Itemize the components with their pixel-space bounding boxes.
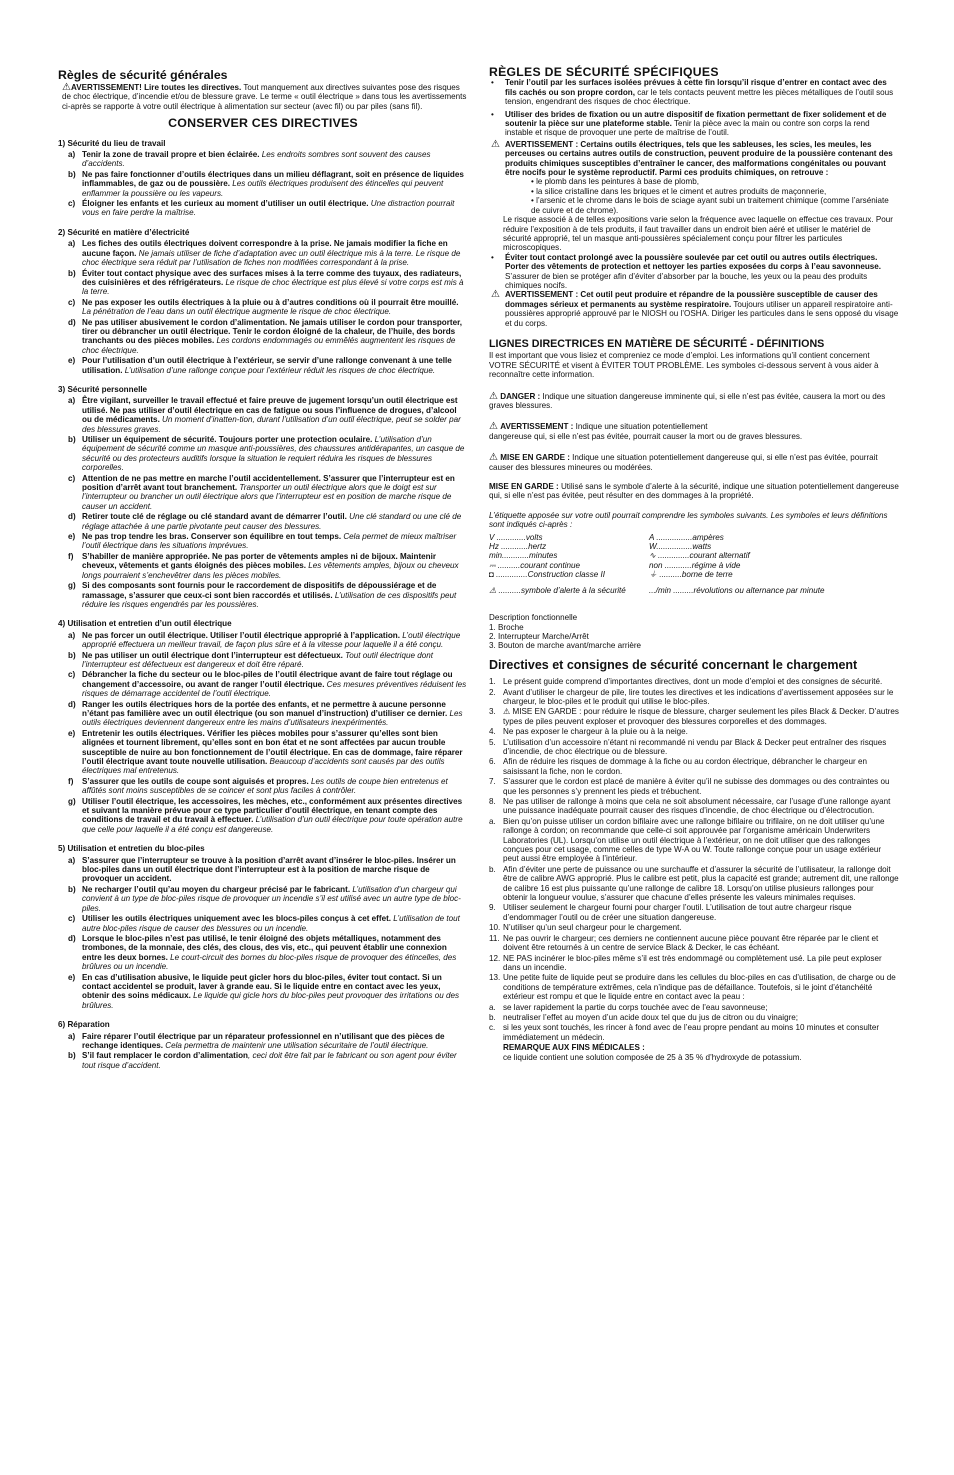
rule-section [58,385,468,609]
respiratory-warning-text: Toujours utiliser un appareil respiratoire anti-poussières approprié approuvé par le NIOSH ou l’OSHA. Diriger les particules dans le sens opposé du visage et du corps. [505,299,899,328]
rule-item [58,170,468,198]
symbols-table [489,533,889,595]
rule-item-bold: Ranger les outils électriques hors de la portée des enfants, et ne permettre à aucune personne n’étant pas familière avec un outil électrique (ou son manuel d’instruction) d’utiliser ce dernier. [82,699,448,718]
charging-item [489,727,899,736]
symbol-definition: W................watts [649,542,712,552]
symbol-definition: Hz ............hertz [489,542,547,552]
rule-item-italic: Les outils de coupe bien entretenus et affûtés sont moins susceptibles de se coincer et sont plus faciles à contrôler. [82,776,448,796]
rule-item-bold: S’habiller de manière appropriée. Ne pas porter de vêtements amples ni de bijoux. Maintenir cheveux, vêtements et gants éloignés des pièces mobiles. [82,551,436,571]
rule-item [58,298,468,317]
rule-item [58,581,468,609]
rule-item-italic: L’utilisation d’un chargeur qui convient à un type de bloc-piles risque de provoquer un incendie s’il est utilisé avec un autre type de bloc-piles. [82,884,461,913]
symbol-definition: ◘ ..............Construction classe II [489,570,605,580]
bullet-bold: Tenir l’outil par les surfaces isolées prévues à cette fin lorsqu’il risque d’entrer en contact avec des fils cachés ou son propre cordon, [505,78,887,97]
charging-item [489,934,899,953]
rule-item-italic: Un moment d’inatten-tion, durant l’utilisation d’un outil électrique, peut se solder par des blessures graves. [82,415,461,434]
rule-item-bold: Les fiches des outils électriques doivent correspondre à la prise. Ne jamais modifier la fiche en aucune façon. [82,239,448,258]
symbol-definition: .../min .........révolutions ou alternance par minute [649,585,825,595]
medical-note [489,1043,899,1062]
rule-section-title: 5) Utilisation et entretien du bloc-piles [58,844,205,854]
rule-section-title: 3) Sécurité personnelle [58,384,148,394]
avertissement-text: Indique une situation potentiellement [573,422,708,432]
rule-item-bold: Ne pas faire fonctionner d’outils électriques dans un milieu déflagrant, soit en présence de liquides inflammables, de gaz ou de poussière. [82,169,464,189]
rule-item-letter: c) [68,914,76,924]
rule-item-letter: a) [68,855,76,865]
bullet-bold: Éviter tout contact prolongé avec la poussière soulevée par cet outil ou autres outils électriques. Porter des vêtements de protection et nettoyer les parties exposées du corps à l’eau savonneuse. [505,252,882,272]
symbol-definition: min............minutes [489,551,558,561]
rule-item-letter: e) [68,728,76,738]
rule-item-letter: e) [68,532,76,542]
rule-item-italic: La pénétration de l’eau dans un outil électrique augmente le risque de choc électrique. [82,307,392,317]
charging-item-text: Ne pas utiliser de rallonge à moins que cela ne soit absolument nécessaire, car l’usage d’une rallonge ayant une puissance inadéquate pourrait causer des risques d’incendie, de choc électrique ou d’électrocution. [503,797,891,816]
charging-item-text: Ne pas ouvrir le chargeur; ces derniers ne contiennent aucune pièce pouvant être réparée par le client et doivent être retournés à un centre de service Black & Decker, le cas échéant. [503,933,879,953]
charging-item-number: 10. [489,923,501,933]
charging-item-number: 7. [489,777,496,787]
charging-item-number: 2. [489,687,496,697]
charging-item-number: 8. [489,797,496,806]
charging-item [489,777,899,796]
rule-item-letter: d) [68,317,76,327]
rule-item-letter: c) [68,473,76,483]
danger-definition [489,392,899,411]
symbol-row [489,533,889,542]
rule-item [58,356,468,375]
warning-triangle-icon: ⚠ [62,82,71,93]
rule-item-letter: g) [68,581,76,591]
symbol-definition: ⎓ ..........courant continue [489,560,581,570]
charging-item [489,757,899,776]
rule-item-italic: , ceci doit être fait par le fabricant ou son agent pour éviter tout risque d’accident. [82,1051,457,1070]
charging-item-text: Une petite fuite de liquide peut se produire dans les cellules du bloc-piles en cas d’utilisation, de charge ou de conditions de température extrêmes, cela n’indique pas de défaillance. Toutefois, si le joint d’étanchéité extérieur est rompu et que le liquide entre en contact avec la peau : [503,973,896,1002]
bullet-bold: Utiliser des brides de fixation ou un autre dispositif de fixation permettant de fixer solidement et de soutenir la pièce sur une plateforme stable. [505,109,887,129]
specific-bullet: • Utiliser des brides de fixation ou un autre dispositif de fixation permettant de fixer solidement et de soutenir la pièce sur une plateforme stable. Tenir la pièce avec la main ou contre son corps la rend instable et risque de provoquer une perte de maîtrise de l’outil. [491,109,887,138]
rule-item [58,700,468,728]
rule-item-letter: b) [68,650,76,660]
rule-item-bold: S’assurer que l’interrupteur se trouve à la position d’arrêt avant d’insérer le bloc-piles. Insérer un bloc-piles dans un outil électrique dont l’interrupteur est à la position de marche risque de provoquer un accident. [82,855,456,884]
rule-section [58,844,468,1010]
mise-en-garde-text: Utilisé sans le symbole d’alerte à la sécurité, indique une situation potentiellement dangereuse qui, si elle n’est pas évitée, peut résulter en des dommages à la propriété. [489,482,899,501]
rule-section-title: 6) Réparation [58,1020,110,1030]
rule-item-italic: Une distraction pourrait vous en faire perdre la maîtrise. [82,199,455,218]
charging-item-number: 4. [489,727,496,737]
rule-item-letter: b) [68,884,76,894]
rule-item-bold: Être vigilant, surveiller le travail effectué et faire preuve de jugement lorsqu’un outil électrique est utilisé. Ne pas utiliser d’outil électrique en cas de fatigue ou sous l’influence de drogues, d’alcool ou de médicaments. [82,396,458,425]
charging-item-text: Bien qu’on puisse utiliser un cordon bifilaire avec une rallonge bifilaire ou trifilaire, on ne doit utiliser qu’une rallonge à cordon; on recommande que celle-ci soit approuvée par l’organisme américain Underwriters Laboratories (UL). Lorsqu’on utilise un outil électrique à l’extérieur, on ne doit utiliser que des rallonges conçues pour cet usage, comme celles de type W-A ou W. Toute rallonge conçue pour un usage extérieur peut aussi être employée à l’intérieur. [503,816,885,864]
rule-item-bold: Ne pas trop tendre les bras. Conserver son équilibre en tout temps. [82,532,342,542]
description-title: Description fonctionnelle [489,613,578,623]
rule-item-bold: Ne pas forcer un outil électrique. Utiliser l’outil électrique approprié à l’application. [82,630,400,640]
rule-item-italic: Tout outil électrique dont l’interrupteur est défectueux est dangereux et doit être réparé. [82,650,433,669]
warning-triangle-icon: ⚠ [489,452,498,464]
symbol-definition: non ............régime à vide [649,560,741,570]
warning-text: Tout manquement aux directives suivantes pose des risques de choc électrique, d’incendie et/ou de blessure grave. Le terme « outil électrique » dans tous les avertissements ci-après se rapporte à votre outil électrique à alimentation sur secteur (avec fil) ou par piles (sans fil). [62,83,467,111]
rule-item-bold: Retirer toute clé de réglage ou clé standard avant de démarrer l’outil. [82,512,347,522]
specific-bullet: • Éviter tout contact prolongé avec la poussière soulevée par cet outil ou autres outils électriques. Porter des vêtements de protection et nettoyer les parties exposées du corps à l’eau savonneuse. S’assurer de bien se protéger afin d’éviter d’absorber par la bouche, les yeux ou la peau des produits chimiques nocifs. [491,252,882,290]
description-item: 2. Interrupteur Marche/Arrêt [489,631,589,641]
charging-title: Directives et consignes de sécurité concernant le chargement [489,657,858,672]
avertissement-label: AVERTISSEMENT : [500,422,574,432]
warning-triangle-icon: ⚠ [491,289,500,301]
charging-item [489,954,899,973]
rule-item-italic: Transporter un outil électrique alors que le doigt est sur l’interrupteur ou brancher un outil électrique alors que l’interrupteur est en position de marche risque de causer un accident. [82,483,452,511]
conserver-heading: CONSERVER CES DIRECTIVES [168,116,358,131]
rule-item-letter: a) [68,150,76,160]
general-rules-sections [58,139,468,1071]
right-column [489,65,899,1062]
rule-item [58,885,468,913]
rule-item-bold: En cas d’utilisation abusive, le liquide peut gicler hors du bloc-piles, éviter tout contact. Si un contact accidentel se produit, laver à grande eau. Si le liquide entre en contact avec les yeux, obtenir des soins médicaux. [82,972,442,1001]
rule-item-letter: g) [68,796,76,806]
charging-item-number: c. [489,1023,496,1033]
rule-item-bold: Ne pas utiliser abusivement le cordon d’alimentation. Ne jamais utiliser le cordon pour transporter, tirer ou débrancher un outil électrique. Tenir le cordon éloigné de la chaleur, de l’huile, des bords tranchants ou des pièces mobiles. [82,317,463,346]
rule-item-bold: Utiliser les outils électriques uniquement avec les blocs-piles conçus à cet effet. [82,914,392,924]
charging-item-text: neutraliser l’effet au moyen d’un acide doux tel que du jus de citron ou du vinaigre; [503,1012,799,1022]
symbol-definition: A ................ampères [649,532,724,542]
charging-item-number: 13. [489,973,501,983]
rule-item-italic: Ne jamais utiliser de fiche d’adaptation avec un outil électrique mis à la terre. Le risque de choc électrique sera réduit par l’utilisation de fiches non modifiées correspondant à la prise. [82,248,461,268]
rule-item-bold: Faire réparer l’outil électrique par un réparateur professionnel en n’utilisant que des pièces de rechange identiques. [82,1031,445,1050]
rule-item [58,150,468,169]
rule-item-letter: d) [68,512,76,522]
rule-item-bold: Tenir la zone de travail propre et bien éclairée. [82,150,260,160]
specific-bullet: • Tenir l’outil par les surfaces isolées prévues à cette fin lorsqu’il risque d’entrer en contact avec des fils cachés ou son propre cordon, car le tels contacts peuvent mettre les pièces métalliques de l’outil sous tension, engendrant des risques de choc électrique. [491,78,894,107]
rule-item-italic: Les outils électriques produisent des étincelles qui peuvent enflammer la poussière ou les vapeurs. [82,179,444,198]
rule-section-title: 4) Utilisation et entretien d’un outil électrique [58,619,232,629]
charging-item-text: S’assurer que le cordon est placé de manière à éviter qu’il ne subisse des dommages ou des contraintes ou que les personnes s’y prennent les pieds et trébuchent. [503,777,890,796]
rule-item-bold: Lorsque le bloc-piles n’est pas utilisé, le tenir éloigné des objets métalliques, notamment des trombones, de la monnaie, des clés, des clous, des vis, etc., qui peuvent établir une connexion entre les deux bornes. [82,933,447,962]
rule-item-bold: Ne recharger l’outil qu’au moyen du chargeur précisé par le fabricant. [82,884,351,894]
rule-item [58,914,468,933]
danger-text: Indique une situation dangereuse imminente qui, si elle n’est pas évitée, causera la mort ou des graves blessures. [489,391,886,410]
description-item: 3. Bouton de marche avant/marche arrière [489,641,642,651]
rule-section-title: 1) Sécurité du lieu de travail [58,138,166,148]
bullet-text: car le tels contacts peuvent mettre les pièces métalliques de l’outil sous tension, engendrant des risques de choc électrique. [505,87,894,107]
rule-item-italic: Beaucoup d’accidents sont causés par des outils électriques mal entretenus. [82,757,445,776]
charging-item [489,688,899,707]
rule-item [58,651,468,670]
rule-item-letter: e) [68,972,76,982]
rule-item-bold: Ne pas utiliser un outil électrique dont l’interrupteur est défectueux. [82,650,343,660]
rule-item-letter: a) [68,396,76,406]
charging-item [489,1003,899,1012]
rule-item-italic: Cela permet de mieux maîtriser l’outil électrique dans les situations imprévues. [82,532,457,551]
respiratory-warning-bold: AVERTISSEMENT : Cet outil peut produire et répandre de la poussière susceptible de causer des dommages sérieux et permanents au système respiratoire. [505,290,878,309]
dust-warning [489,140,899,178]
charging-item-text: Ne pas exposer le chargeur à la pluie ou à la neige. [503,727,688,737]
rule-item-letter: f) [68,551,74,561]
rule-item-italic: Une clé standard ou une clé de réglage attachée à une partie pivotante peut causer des blessures. [82,512,462,531]
rule-item-bold: Entretenir les outils électriques. Vérifier les pièces mobiles pour s’assurer qu’elles sont bien alignées et tournent librement, qu’elles sont en bon état et ne sont affectées par aucun trouble susceptible de nuire au bon fonctionnement de l’outil électrique. En cas de dommage, faire réparer l’outil électrique avant toute nouvelle utilisation. [82,728,463,766]
rule-item [58,269,468,297]
rule-item [58,552,468,580]
rule-item-italic: L’utilisation de tout autre bloc-piles risque de causer des blessures ou un incendie. [82,914,460,933]
rule-item-italic: L’outil électrique approprié effectuera un meilleur travail, de façon plus sûre et à la vitesse pour laquelle il a été conçu. [82,630,461,650]
rule-item-bold: S’assurer que les outils de coupe sont aiguisés et propres. [82,776,309,786]
specific-rules-title: RÈGLES DE SÉCURITÉ SPÉCIFIQUES [489,65,719,79]
charging-item-text: Afin de réduire les risques de dommage à la fiche ou au cordon électrique, débrancher le chargeur en saisissant la fiche, non le cordon. [503,757,867,776]
charging-item-text: Avant d’utiliser le chargeur de pile, lire toutes les directives et les indications d’avertissement apposées sur le chargeur, le bloc-piles et le produit qui utilise le bloc-piles. [503,687,894,706]
rule-item-bold: S’il faut remplacer le cordon d’alimentation [82,1051,248,1061]
mise-en-garde-label: MISE EN GARDE : [489,482,559,492]
rule-item [58,1051,468,1070]
rule-item [58,856,468,884]
rule-item-letter: d) [68,933,76,943]
definitions-title: LIGNES DIRECTRICES EN MATIÈRE DE SÉCURITÉ - DÉFINITIONS [489,337,825,350]
charging-item [489,923,899,932]
respiratory-warning [489,290,899,328]
rule-item [58,934,468,972]
symbol-definition: ∿ ..............courant alternatif [649,551,750,561]
avertissement-definition [489,422,899,441]
rule-section [58,139,468,218]
medical-note-label: REMARQUE AUX FINS MÉDICALES : [503,1043,645,1053]
warning-triangle-icon: ⚠ [491,138,500,150]
chemical-list-item: • le plomb dans les peintures à base de plomb, [531,177,699,187]
symbol-definition: V .............volts [489,532,543,542]
charging-item [489,903,899,922]
rule-item-letter: d) [68,699,76,709]
rule-item [58,512,468,531]
charging-item-number: 12. [489,953,501,963]
rule-section [58,619,468,834]
warning-label: AVERTISSEMENT! Lire toutes les directives. [70,83,242,92]
charging-item-number: b. [489,864,496,874]
charging-item-text: Afin d’éviter une perte de puissance ou une surchauffe et d’assurer la sécurité de l’utilisateur, la rallonge doit être de calibre AWG approprié. Plus le calibre est petit, plus la capacité est grande; autrement dit, une rallonge de calibre 16 est plus puissante qu’une rallonge de calibre 18. Lorsqu’on utilise plusieurs rallonges pour obtenir la longueur voulue, s’assurer que chacune d’elles présente les valeurs minimales requises. [503,864,899,903]
bullet-text: Tenir la pièce avec la main ou contre son corps la rend instable et risque de provoquer une perte de maîtrise de l’outil. [505,119,870,138]
charging-item [489,865,899,903]
charging-item-number: a. [489,816,496,826]
medical-note-text: ce liquide contient une solution composée de 25 à 35 % d’hydroxyde de potassium. [503,1052,802,1062]
rule-item-bold: Utiliser un équipement de sécurité. Toujours porter une protection oculaire. [82,435,373,444]
rule-item-bold: Attention de ne pas mettre en marche l’outil accidentellement. S’assurer que l’interrupteur est en position d’arrêt avant tout branchement. [82,473,455,493]
charging-item-text: N’utiliser qu’un seul chargeur pour le chargement. [503,923,682,933]
rule-item-letter: b) [68,169,76,179]
symbol-row [489,561,889,570]
rule-item-letter: c) [68,199,76,209]
rule-item-italic: Les cordons endommagés ou emmêlés augmentent les risques de choc électrique. [82,336,456,355]
rule-item [58,973,468,1011]
rule-item-bold: Débrancher la fiche du secteur ou le bloc-piles de l’outil électrique avant de faire tout réglage ou changement d’accessoire, ou avant de ranger l’outil électrique. [82,670,453,689]
symbol-row [489,570,889,579]
charging-item [489,677,899,686]
description-item: 1. Broche [489,622,524,632]
rule-item [58,532,468,551]
charging-list [489,677,899,1042]
charging-item-number: 11. [489,933,500,943]
rule-item-letter: b) [68,1051,76,1061]
rule-item-italic: Cela permettra de maintenir une utilisation sécuritaire de l’outil électrique. [162,1040,429,1050]
rule-item [58,670,468,698]
mise-en-garde-text: Indique une situation potentiellement dangereuse qui, si elle n’est pas évitée, pourrait causer des blessures mineures ou modérées. [489,453,878,472]
charging-item [489,707,899,726]
dust-warning-text: AVERTISSEMENT : Certains outils électriques, tels que les sableuses, les scies, les meules, les perceuses ou certains autres outils de construction, peuvent produire de la poussière contenant des produits chimiques susceptibles d’entraîner le cancer, des malformations congénitales ou pouvant être nocifs pour le système reproductif. Parmi ces produits chimiques, on retrouve : [505,139,893,178]
rule-item-letter: b) [68,435,76,444]
charging-item-text: Le présent guide comprend d’importantes directives, dont un mode d’emploi et des consignes de sécurité. [503,677,883,687]
charging-item [489,797,899,816]
rule-item [58,777,468,796]
rule-item-italic: Le liquide qui gicle hors du bloc-piles peut provoquer des irritations ou des brûlures. [82,991,460,1010]
rule-item [58,474,468,512]
rule-item-letter: a) [68,1031,76,1041]
rule-item-italic: Les endroits sombres sont souvent des causes d’accidents. [82,150,431,169]
charging-item-text: Utiliser seulement le chargeur fourni pour charger l’outil. L’utilisation de tout autre chargeur risque d’endommager l’outil ou de créer une situation dangereuse. [503,903,852,922]
rule-item [58,797,468,835]
mise-en-garde-definition [489,453,899,472]
rule-item [58,435,468,473]
rule-item-letter: e) [68,356,76,366]
rule-item-italic: L’utilisation d’une rallonge conçue pour l’extérieur réduit les risques de choc électrique. [122,365,436,375]
rule-item-bold: Éloigner les enfants et les curieux au moment d’utiliser un outil électrique. [82,199,369,209]
charging-item [489,1023,899,1042]
rule-section-title: 2) Sécurité en matière d’électricité [58,227,190,237]
charging-item-text: si les yeux sont touchés, les rincer à fond avec de l’eau propre pendant au moins 10 minutes et consulter immédiatement un médecin. [503,1023,880,1042]
definitions-intro: Il est important que vous lisiez et compreniez ce mode d’emploi. Les informations qu’il contient concernent VOTRE SÉCURITÉ et visent à ÉVITER TOUT PROBLÈME. Les symboles ci-dessous servent à vous aider à reconnaître cette information. [489,351,879,380]
charging-item-text: se laver rapidement la partie du corps touchée avec de l’eau savonneuse; [503,1002,768,1012]
rule-item [58,1032,468,1051]
warning-triangle-icon: ⚠ [489,421,498,433]
rule-item-bold: Éviter tout contact physique avec des surfaces mises à la terre comme des tuyaux, des radiateurs, des cuisinières et des réfrigérateurs. [82,268,462,287]
rule-item-italic: L’utilisation d’un équipement de sécurité comme un masque anti-poussières, des chaussures antidérapantes, un casque de sécurité ou des protecteurs auditifs lorsque la situation le requiert réduira les risques de blessures corporelles. [82,435,465,473]
charging-item [489,973,899,1001]
rule-item-bold: Pour l’utilisation d’un outil électrique à l’extérieur, se servir d’une rallonge convenant à une telle utilisation. [82,356,452,375]
rule-section [58,1020,468,1070]
rule-item-italic: Le risque de choc électrique est plus élevé si votre corps est mis à la terre. [82,277,464,297]
label-symbols-intro: L’étiquette apposée sur votre outil pourrait comprendre les symboles suivants. Les symboles et leurs définitions sont indiqués ci-après : [489,510,888,530]
rule-section [58,228,468,375]
charging-item-number: 5. [489,737,496,747]
rule-item [58,318,468,356]
charging-item-text: L’utilisation d’un accessoire n’étant ni recommandé ni vendu par Black & Decker peut entraîner des risques d’incendie, de choc électrique ou de blessure. [503,737,887,756]
charging-item-number: 3. [489,707,496,717]
rule-item [58,631,468,650]
rule-item-italic: Les vêtements amples, bijoux ou cheveux longs pourraient s’enchevêtrer dans les pièces mobiles. [82,561,459,580]
charging-item [489,1013,899,1022]
general-warning [58,83,468,111]
mise-en-garde-property [489,482,899,501]
rule-item-letter: f) [68,776,74,786]
charging-item-number: 9. [489,903,496,913]
rule-item-italic: L’utilisation d’un outil électrique pour toute opération autre que celle pour laquelle il a été conçu est dangereuse. [82,815,463,834]
rule-item-italic: Les outils électriques deviennent dangereux entre les mains d’utilisateurs inexpérimentés. [82,708,463,728]
rule-item-bold: Utiliser l’outil électrique, les accessoires, les mèches, etc., conformément aux présentes directives et suivant la manière prévue pour ce type particulier d’outil électrique, en tenant compte des conditions de travail et du travail à effectuer. [82,796,463,825]
charging-item-number: a. [489,1002,496,1012]
symbol-row [489,551,889,560]
charging-item [489,738,899,757]
charging-item-number: b. [489,1012,496,1022]
rule-item-letter: a) [68,630,76,640]
charging-item-text: ⚠ MISE EN GARDE : pour réduire le risque de blessure, charger seulement les piles Black & Decker. D’autres types de piles peuvent exploser et provoquer des blessures corporelles et des dommages. [503,707,899,726]
danger-label: DANGER : [500,391,541,401]
chemical-list-item: • la silice cristalline dans les briques et le ciment et autres produits de maçonnerie, [531,186,827,196]
avertissement-text-2: dangereuse qui, si elle n’est pas évitée, pourrait causer la mort ou de graves blessures. [489,431,803,441]
left-column [58,68,468,1071]
description-list [489,623,899,651]
rule-item-italic: L’utilisation de ces dispositifs peut réduire les risques engendrés par les poussières. [82,590,457,609]
rule-item-letter: b) [68,268,76,278]
charging-item [489,817,899,864]
rule-item-letter: c) [68,297,76,307]
symbol-row [489,580,889,595]
rule-item-letter: a) [68,239,76,249]
risk-text: Le risque associé à de telles expositions varie selon la fréquence avec laquelle on effectue ces travaux. Pour réduire l’exposition à de tels produits, il faut travailler dans un endroit bien aéré et utiliser le matériel de sécurité approprié, tel un masque anti-poussières spécialement conçu pour filtrer les particules microscopiques. [503,215,893,253]
rule-item-italic: Le court-circuit des bornes du bloc-piles risque de provoquer des étincelles, des brûlures ou un incendie. [82,952,457,972]
bullet-text: S’assurer de bien se protéger afin d’éviter d’absorber par la bouche, les yeux ou la peau des produits chimiques nocifs. [505,271,868,290]
rule-item [58,396,468,434]
symbol-row [489,542,889,551]
symbol-definition: ⚠ ..........symbole d’alerte à la sécurité [489,585,626,595]
warning-triangle-icon: ⚠ [489,390,498,402]
chemical-list-item: • l’arsenic et le chrome dans le bois de sciage ayant subi un traitement chimique (comme l’arséniate de cuivre et de chrome). [531,196,889,215]
rule-item-italic: Ces mesures préventives réduisent les risques de démarrage accidentel de l’outil électrique. [82,679,467,699]
general-rules-title: Règles de sécurité générales [58,68,228,82]
charging-item-text: NE PAS incinérer le bloc-piles même s’il est très endommagé ou complètement usé. La pile peut exploser dans un incendie. [503,953,882,972]
symbol-definition: ⏚ ..........borne de terre [649,570,733,580]
rule-item [58,239,468,267]
charging-item-number: 1. [489,677,496,687]
rule-item [58,199,468,218]
charging-item-number: 6. [489,757,496,767]
rule-item [58,729,468,776]
rule-item-bold: Ne pas exposer les outils électriques à la pluie ou à d’autres conditions où il pourrait être mouillé. [82,297,459,307]
mise-en-garde-label: MISE EN GARDE : [500,453,570,463]
rule-item-letter: c) [68,670,76,680]
rule-item-bold: Si des composants sont fournis pour le raccordement de dispositifs de dépoussiérage et de ramassage, s’assurer que ceux-ci sont bien raccordés et utilisés. [82,581,437,600]
